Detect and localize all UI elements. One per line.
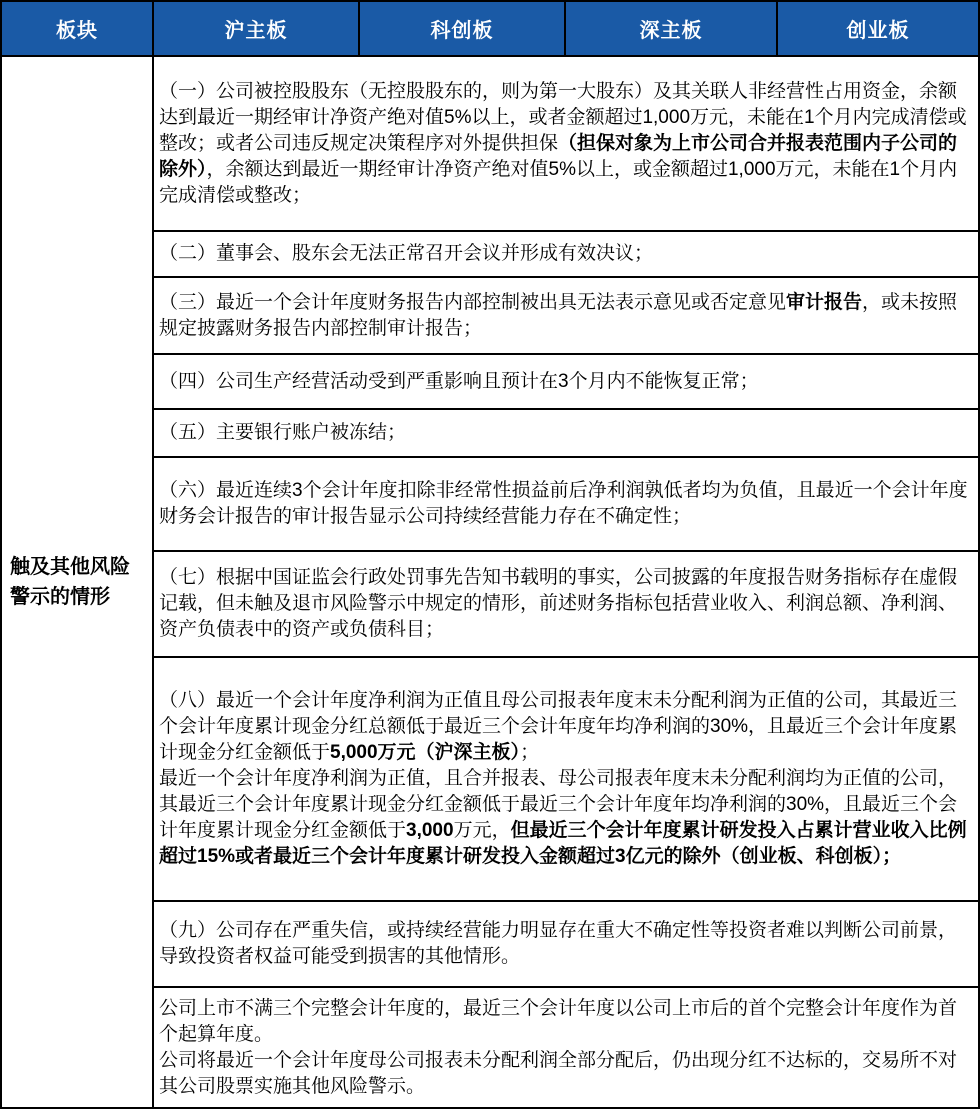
table-row-1: [154, 57, 978, 232]
rows-container: [154, 57, 978, 1107]
row-8-p2-segment-3: 万元，: [453, 820, 511, 841]
row-3-p1-segment-3: ，或未按照规定披露财务报告内部控制审计报告；: [159, 291, 958, 339]
row-label-cell: [2, 57, 154, 1107]
table-row-10: [154, 988, 978, 1107]
row-3-paragraph-1: [159, 290, 972, 342]
header-row: [2, 2, 978, 57]
table-row-7: [154, 552, 978, 658]
row-6-p1-segment-1: （六）最近连续3个会计年度扣除非经常性损益前后净利润孰低者均为负值，且最近一个会计年度财务会计报告的审计报告显示公司持续经营能力存在不确定性；: [159, 480, 968, 527]
row-8-p1-segment-1: （八）最近一个会计年度净利润为正值且母公司报表年度末未分配利润为正值的公司，其最近三个会计年度累计现金分红总额低于最近三个会计年度年均净利润的30%，且最近三个会计年度累计现金分红金额低于: [159, 690, 958, 763]
row-7-p1-segment-1: （七）根据中国证监会行政处罚事先告知书载明的事实，公司披露的年度报告财务指标存在虚假记载，但未触及退市风险警示中规定的情形，前述财务指标包括营业收入、利润总额、净利润、资产负债表中的资产或负债科目；: [159, 567, 958, 640]
row-10-p2-segment-1: 公司将最近一个会计年度母公司报表未分配利润全部分配后，仍出现分红不达标的，交易所不对其公司股票实施其他风险警示。: [159, 1049, 958, 1097]
table-row-4: [154, 355, 978, 410]
table-row-8: [154, 658, 978, 902]
table-row-6: [154, 458, 978, 552]
table-body: [2, 57, 978, 1107]
row-8-p2-segment-2: 3,000: [406, 820, 454, 841]
row-8-p1-segment-3: ；: [520, 742, 540, 763]
row-8-p2-segment-1: 最近一个会计年度净利润为正值，且合并报表、母公司报表年度末未分配利润均为正值的公司，其最近三个会计年度累计现金分红金额低于最近三个会计年度年均净利润的30%，且最近三个会计年度累计现金分红金额低于: [159, 768, 958, 841]
row-5-p1-segment-1: （五）主要银行账户被冻结；: [159, 422, 407, 443]
row-9-paragraph-1: [159, 918, 972, 970]
row-8-paragraph-1: [159, 688, 972, 766]
header-cell-1: 板块: [2, 2, 154, 57]
row-6-paragraph-1: [159, 478, 972, 530]
header-cell-5: 创业板: [778, 2, 978, 57]
header-cell-3: 科创板: [360, 2, 566, 57]
row-1-paragraph-1: [159, 79, 972, 209]
table-row-2: [154, 232, 978, 278]
table-row-5: [154, 410, 978, 458]
row-7-paragraph-1: [159, 565, 972, 643]
row-3-p1-segment-1: （三）最近一个会计年度财务报告内部控制被出具无法表示意见或否定意见: [159, 291, 787, 313]
header-cell-2: 沪主板: [154, 2, 360, 57]
table-row-9: [154, 902, 978, 988]
row-1-p1-segment-3: ，余额达到最近一期经审计净资产绝对值5%以上，或金额超过1,000万元，未能在1个月内完成清偿或整改；: [159, 158, 958, 206]
row-4-p1-segment-1: （四）公司生产经营活动受到严重影响且预计在3个月内不能恢复正常；: [159, 370, 759, 392]
row-2-p1-segment-1: （二）董事会、股东会无法正常召开会议并形成有效决议；: [159, 243, 654, 264]
row-2-paragraph-1: [159, 241, 972, 267]
row-1-p1-segment-2: （担保对象为上市公司合并报表范围内子公司的除外）: [159, 132, 958, 180]
row-9-p1-segment-1: （九）公司存在严重失信，或持续经营能力明显存在重大不确定性等投资者难以判断公司前景，导致投资者权益可能受到损害的其他情形。: [159, 920, 958, 967]
row-10-paragraph-1: [159, 996, 972, 1048]
row-1-p1-segment-1: （一）公司被控股股东（无控股股东的，则为第一大股东）及其关联人非经营性占用资金，余额达到最近一期经审计净资产绝对值5%以上，或者金额超过1,000万元，未能在1个月内完成清偿或整改；或者公司违反规定决策程序对外提供担保: [159, 80, 967, 154]
row-8-paragraph-2: [159, 766, 972, 870]
row-8-p2-segment-4: 但最近三个会计年度累计研发投入占累计营业收入比例超过15%或者最近三个会计年度累计研发投入金额超过3亿元的除外（创业板、科创板）；: [159, 820, 967, 867]
table-row-3: [154, 278, 978, 355]
row-3-p1-segment-2: 审计报告: [786, 291, 863, 313]
row-8-p1-segment-2: 5,000万元（沪深主板）: [330, 742, 521, 763]
row-5-paragraph-1: [159, 420, 972, 446]
row-4-paragraph-1: [159, 369, 972, 395]
row-label: 触及其他风险警示的情形: [10, 556, 130, 608]
header-cell-4: 深主板: [566, 2, 778, 57]
row-10-paragraph-2: [159, 1048, 972, 1100]
row-10-p1-segment-1: 公司上市不满三个完整会计年度的，最近三个会计年度以公司上市后的首个完整会计年度作为首个起算年度。: [159, 997, 958, 1045]
